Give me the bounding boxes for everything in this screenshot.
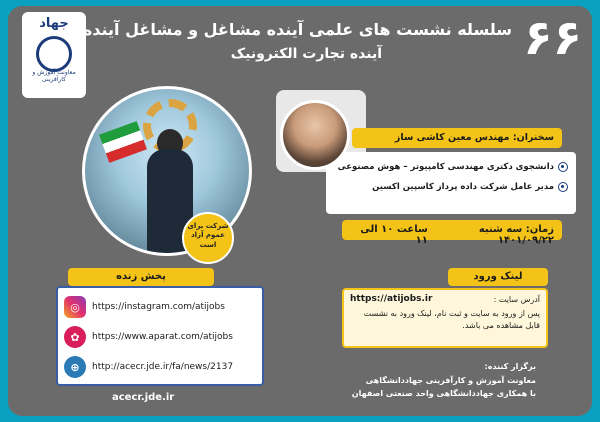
free-entry-badge: شرکت برای عموم آزاد است	[182, 212, 234, 264]
web-icon: ⊕	[64, 356, 86, 378]
flag-icon	[99, 121, 147, 163]
list-item[interactable]	[64, 322, 256, 352]
organizer-line2: با همکاری جهاددانشگاهی واحد صنعتی اصفهان	[351, 389, 536, 399]
instagram-icon: ◎	[64, 296, 86, 318]
news-link[interactable]: http://acecr.jde.ir/fa/news/2137	[92, 362, 234, 372]
session-date: زمان: سه شنبه ۱۴۰۱/۰۹/۲۲	[478, 224, 554, 246]
logo-caption: معاونت آموزش و کارآفرینی	[32, 69, 76, 83]
poster-subtitle: آینده تجارت الکترونیک	[230, 46, 382, 62]
session-number: ۶۶	[523, 10, 582, 66]
logo-name: جهاد	[39, 16, 69, 31]
bullet-icon	[558, 182, 568, 192]
site-url-link[interactable]: https://atijobs.ir	[350, 294, 433, 304]
footer-url[interactable]: acecr.jde.ir	[112, 392, 175, 403]
live-stream-header: پخش زنده	[68, 268, 214, 286]
login-box	[342, 288, 548, 348]
organizer-block	[316, 360, 536, 401]
aparat-link[interactable]: https://www.aparat.com/atijobs	[92, 332, 233, 342]
session-datetime	[342, 220, 562, 246]
poster-card	[8, 6, 592, 416]
list-item[interactable]	[64, 292, 256, 322]
login-link-header: لینک ورود	[448, 268, 548, 286]
speaker-bullets	[326, 152, 576, 214]
jahad-logo	[22, 12, 86, 98]
bullet-text: دانشجوی دکتری مهندسی کامپیوتر – هوش مصنوعی	[337, 162, 554, 172]
organizer-line1: معاونت آموزش و کارآفرینی جهاددانشگاهی	[365, 375, 536, 385]
list-item	[334, 182, 568, 192]
speaker-name: سخنران: مهندس معین کاشی ساز	[352, 128, 562, 148]
login-description: پس از ورود به سایت و ثبت نام، لینک ورود به نشست قابل مشاهده می باشد.	[363, 309, 540, 330]
site-label: آدرس سایت :	[493, 294, 540, 304]
poster-title: سلسله نشست های علمی آینده مشاغل و مشاغل آینده	[82, 20, 512, 39]
bullet-icon	[558, 162, 568, 172]
speaker-photo	[280, 100, 350, 170]
instagram-link[interactable]: https://instagram.com/atijobs	[92, 302, 225, 312]
list-item[interactable]	[64, 352, 256, 382]
bullet-text: مدیر عامل شرکت داده پرداز کاسپین اکسین	[372, 182, 554, 192]
live-links-box	[56, 286, 264, 386]
list-item	[334, 162, 568, 172]
session-time: ساعت ۱۰ الی ۱۱	[360, 224, 428, 246]
aparat-icon: ✿	[64, 326, 86, 348]
organizer-label: برگزار کننده:	[484, 362, 536, 371]
logo-emblem-icon	[36, 36, 72, 72]
